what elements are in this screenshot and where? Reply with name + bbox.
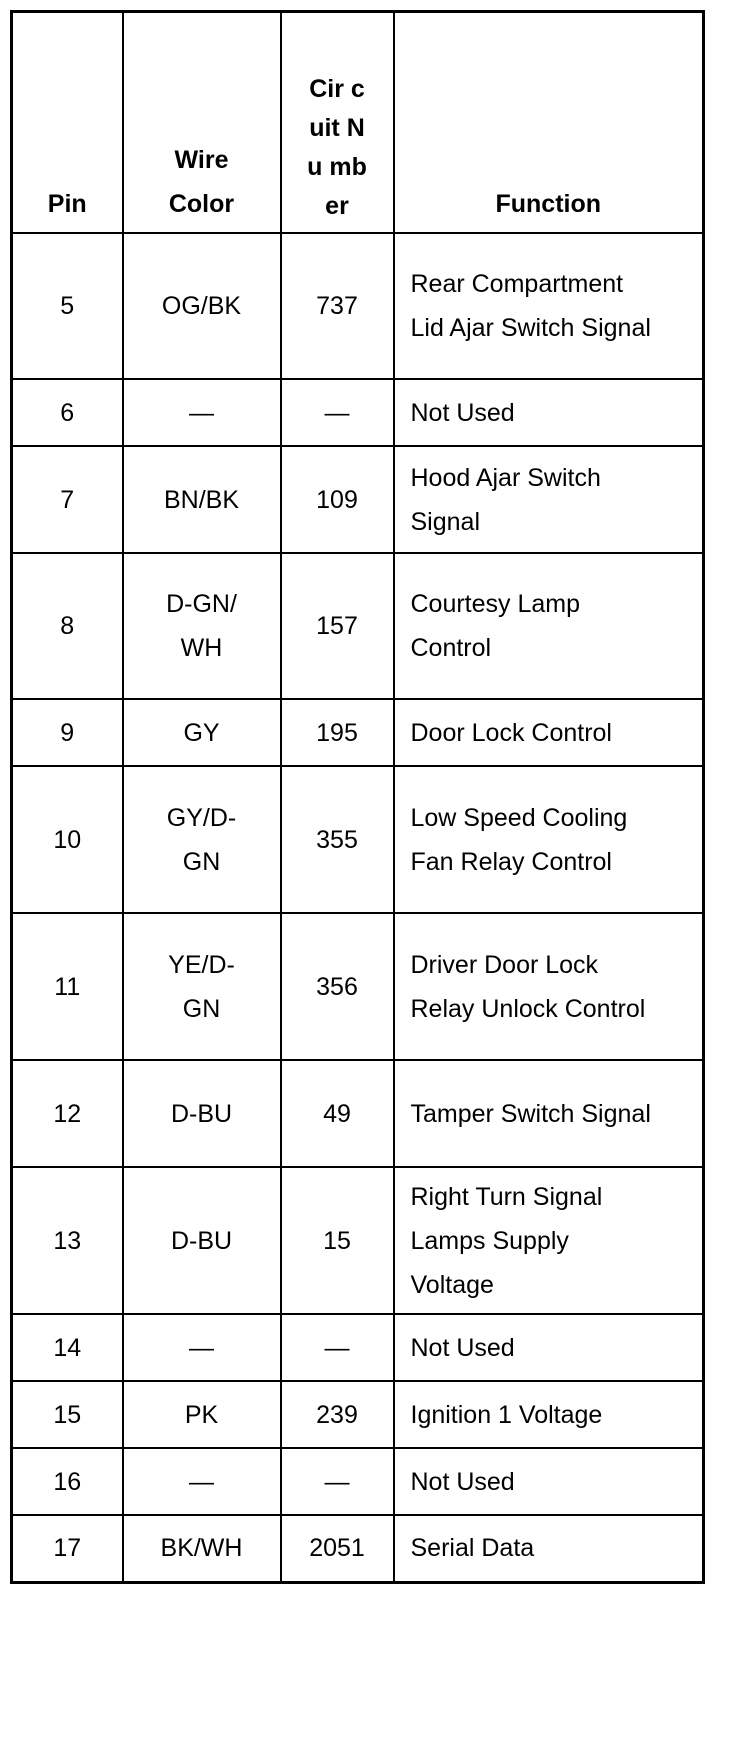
wire-color-value: —: [189, 1467, 214, 1496]
table-row: [12, 1060, 704, 1167]
circuit-cell: 195: [281, 699, 394, 766]
function-cell: [394, 1314, 704, 1381]
pin-cell: 7: [12, 446, 123, 553]
pin-cell: 10: [12, 766, 123, 913]
function-value: Door Lock Control: [410, 718, 612, 747]
function-cell: [394, 1448, 704, 1515]
pin-cell: 8: [12, 553, 123, 699]
circuit-cell: 239: [281, 1381, 394, 1448]
table-body: [12, 233, 704, 1582]
table-row: [12, 913, 704, 1060]
header-function: [394, 12, 704, 234]
function-value: Not Used: [410, 398, 515, 427]
pin-cell: 12: [12, 1060, 123, 1167]
wire-color-value: —: [189, 398, 214, 427]
table-row: [12, 1381, 704, 1448]
wire-color-value: BN/BK: [163, 485, 240, 514]
wire-color-cell: [123, 1515, 281, 1582]
table-row: [12, 233, 704, 379]
function-cell: [394, 233, 704, 379]
function-value: Low Speed Cooling Fan Relay Control: [410, 803, 628, 876]
table-row: [12, 553, 704, 699]
wire-color-cell: [123, 1448, 281, 1515]
table-row: [12, 1314, 704, 1381]
circuit-cell: 356: [281, 913, 394, 1060]
function-cell: [394, 379, 704, 446]
function-value: Not Used: [410, 1333, 515, 1362]
header-row: [12, 12, 704, 234]
wire-color-cell: [123, 699, 281, 766]
function-cell: [394, 553, 704, 699]
circuit-cell: 737: [281, 233, 394, 379]
pin-cell: 14: [12, 1314, 123, 1381]
wire-color-cell: [123, 766, 281, 913]
wire-color-cell: [123, 1167, 281, 1314]
table-row: [12, 1448, 704, 1515]
function-value: Not Used: [410, 1467, 515, 1496]
function-cell: [394, 913, 704, 1060]
wire-color-cell: [123, 1060, 281, 1167]
function-value: Rear Compartment Lid Ajar Switch Signal: [410, 270, 651, 342]
function-value: Tamper Switch Signal: [410, 1099, 651, 1128]
connector-pin-table: [10, 10, 705, 1584]
wire-color-cell: [123, 1381, 281, 1448]
header-wire-color: [123, 12, 281, 234]
pin-cell: 6: [12, 379, 123, 446]
wire-color-cell: [123, 233, 281, 379]
wire-color-value: D-BU: [170, 1226, 233, 1255]
table-row: [12, 699, 704, 766]
circuit-cell: —: [281, 1314, 394, 1381]
function-value: Driver Door Lock Relay Unlock Control: [410, 950, 646, 1023]
wire-color-cell: [123, 1314, 281, 1381]
pin-cell: 15: [12, 1381, 123, 1448]
header-circuit-number: [281, 12, 394, 234]
function-cell: [394, 766, 704, 913]
function-cell: [394, 1060, 704, 1167]
wire-color-value: PK: [184, 1400, 219, 1429]
header-function-label: Function: [495, 190, 602, 218]
table-row: [12, 1515, 704, 1582]
function-value: Courtesy Lamp Control: [410, 590, 581, 662]
function-cell: [394, 1381, 704, 1448]
pin-cell: 16: [12, 1448, 123, 1515]
wire-color-value: BK/WH: [160, 1534, 243, 1563]
circuit-cell: 2051: [281, 1515, 394, 1582]
table-row: [12, 766, 704, 913]
table-row: [12, 446, 704, 553]
wire-color-value: GY: [183, 718, 220, 747]
circuit-cell: 157: [281, 553, 394, 699]
circuit-cell: 15: [281, 1167, 394, 1314]
function-cell: [394, 699, 704, 766]
header-pin-label: Pin: [47, 190, 87, 218]
table-header: [12, 12, 704, 234]
circuit-cell: —: [281, 379, 394, 446]
circuit-cell: 355: [281, 766, 394, 913]
wire-color-cell: [123, 446, 281, 553]
circuit-cell: 109: [281, 446, 394, 553]
circuit-cell: 49: [281, 1060, 394, 1167]
wire-color-cell: [123, 379, 281, 446]
wire-color-cell: [123, 553, 281, 699]
circuit-cell: —: [281, 1448, 394, 1515]
function-cell: [394, 1515, 704, 1582]
function-cell: [394, 446, 704, 553]
wire-color-cell: [123, 913, 281, 1060]
header-wire-color-label: Wire Color: [168, 146, 235, 218]
header-circuit-number-label: Cir cuit Nu mber: [307, 75, 367, 220]
wire-color-value: OG/BK: [161, 292, 242, 320]
table-row: [12, 379, 704, 446]
function-value: Right Turn Signal Lamps Supply Voltage: [410, 1182, 603, 1299]
pin-cell: 11: [12, 913, 123, 1060]
wire-color-value: YE/D- GN: [168, 950, 235, 1023]
function-cell: [394, 1167, 704, 1314]
pin-cell: 9: [12, 699, 123, 766]
pin-cell: 17: [12, 1515, 123, 1582]
pin-cell: 13: [12, 1167, 123, 1314]
wire-color-value: GY/D- GN: [166, 803, 237, 876]
function-value: Ignition 1 Voltage: [410, 1400, 603, 1429]
header-pin: [12, 12, 123, 234]
table-row: [12, 1167, 704, 1314]
wire-color-value: —: [189, 1333, 214, 1362]
function-value: Serial Data: [410, 1534, 535, 1563]
wire-color-value: D-GN/ WH: [166, 590, 237, 662]
function-value: Hood Ajar Switch Signal: [410, 463, 601, 536]
wire-color-value: D-BU: [170, 1099, 233, 1128]
pin-cell: 5: [12, 233, 123, 379]
